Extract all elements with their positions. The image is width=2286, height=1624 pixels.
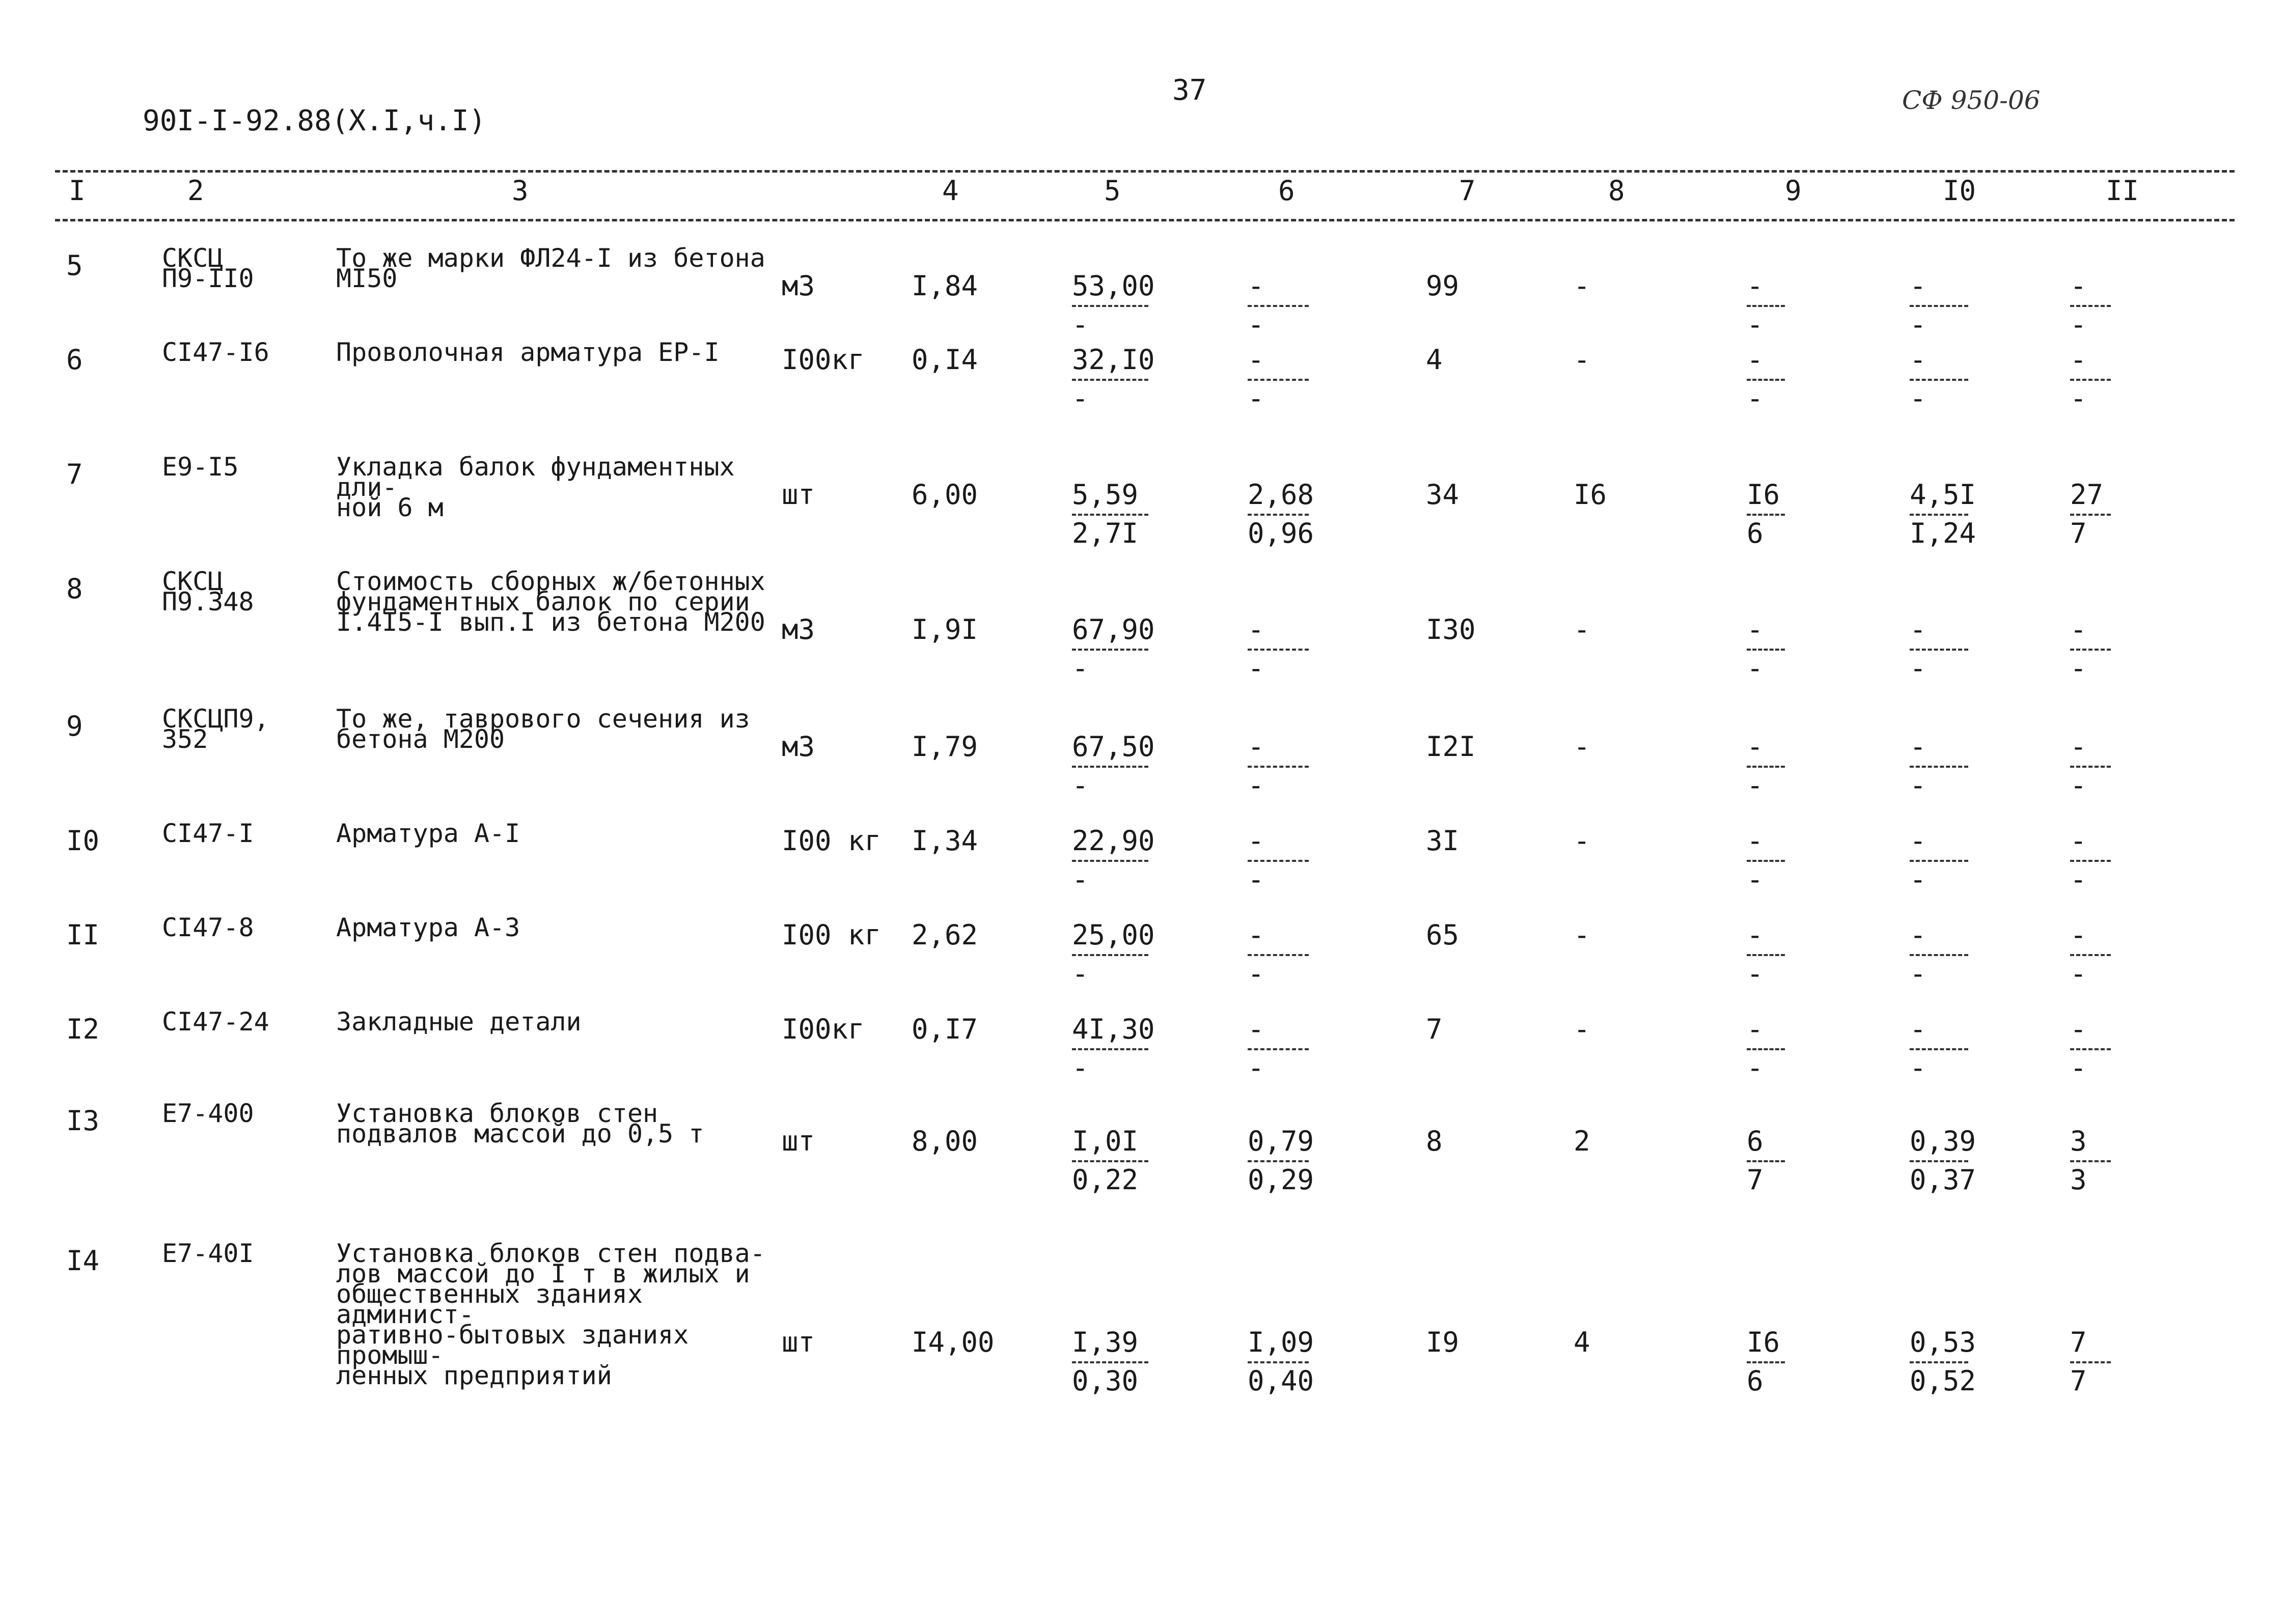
fraction-bar [1747,1361,1785,1363]
denominator: - [1910,309,1926,341]
numerator: - [1747,731,1764,763]
numerator: - [1747,825,1764,857]
denominator: 7 [1747,1164,1764,1196]
fraction-c11 [2070,1013,2111,1084]
denominator: - [1248,958,1264,990]
fraction-bar [1248,954,1309,956]
fraction-c6 [1248,1013,1309,1084]
fraction-c6 [1248,733,1309,799]
unit-of-measure: I00 кг [782,825,882,857]
fraction-c10 [1910,613,1968,684]
rate-code: СI47-24 [162,1007,269,1037]
fraction-c9 [1747,346,1785,412]
fraction-c6 [1248,827,1309,893]
fraction-bar [1910,860,1968,862]
denominator: - [1248,863,1264,895]
work-description: То же марки ФЛ24-I из бетона МI50 [336,243,765,293]
denominator: 0,96 [1248,517,1314,549]
fraction-bar [2070,1048,2111,1050]
denominator: - [1747,863,1764,895]
denominator: - [1248,652,1264,684]
column-8-value: - [1574,270,1590,302]
fraction-c9 [1747,481,1785,547]
fraction-c10 [1910,1326,1976,1397]
unit-of-measure: I00кг [782,344,865,376]
column-header-5: 5 [1104,175,1121,207]
fraction-bar [1072,1361,1148,1363]
unit-of-measure: м3 [782,613,815,646]
work-description: Укладка балок фундаментных дли- ной 6 м [336,452,735,522]
rate-code: Е7-40I [162,1239,254,1268]
fraction-c5 [1072,827,1155,893]
column-8-value: 2 [1574,1125,1590,1157]
denominator: - [1747,309,1764,341]
denominator: - [1072,863,1089,895]
numerator: - [1910,731,1926,763]
numerator: - [1248,613,1264,646]
numerator: - [1910,613,1926,646]
unit-of-measure: шт [782,1326,815,1358]
fraction-c9 [1747,1013,1785,1084]
fraction-c6 [1248,346,1309,412]
denominator: 0,37 [1910,1164,1976,1196]
denominator: - [1747,382,1764,414]
column-7-value: 7 [1426,1013,1443,1045]
numerator: - [1747,270,1764,302]
fraction-c5 [1072,613,1155,684]
fraction-c6 [1248,481,1314,547]
work-description: Установка блоков стен подва- лов массой до I т в жилых и общественных зданиях админист- ративно-бытовых зданиях промыш- ленных предприятий [336,1239,765,1390]
denominator: 6 [1747,517,1764,549]
fraction-c11 [2070,1125,2111,1196]
numerator: - [1747,1013,1764,1045]
numerator: I6 [1747,1326,1780,1358]
fraction-c10 [1910,1013,1968,1084]
page-number: 37 [1172,74,1207,107]
column-8-value: - [1574,613,1590,646]
fraction-c10 [1910,1125,1976,1196]
numerator: 2,68 [1248,479,1314,511]
column-8-value: - [1574,1013,1590,1045]
column-7-value: I2I [1426,731,1476,763]
numerator: 7 [2070,1326,2087,1358]
numerator: - [1248,270,1264,302]
fraction-bar [1248,860,1309,862]
fraction-bar [1072,379,1148,381]
fraction-c9 [1747,1326,1785,1397]
numerator: - [1910,344,1926,376]
numerator: 4I,30 [1072,1013,1155,1045]
rate-code: Е7-400 [162,1099,254,1128]
fraction-c10 [1910,827,1968,893]
fraction-bar [1747,379,1785,381]
fraction-c9 [1747,733,1785,799]
denominator: 0,22 [1072,1164,1139,1196]
numerator: - [1248,1013,1264,1045]
numerator: 22,90 [1072,825,1155,857]
denominator: 6 [1747,1365,1764,1397]
numerator: - [1910,270,1926,302]
rate-code: СI47-I6 [162,338,269,367]
numerator: 32,I0 [1072,344,1155,376]
numerator: 27 [2070,479,2104,511]
numerator: 0,53 [1910,1326,1976,1358]
denominator: - [1072,382,1089,414]
row-number: II [66,919,100,951]
fraction-c5 [1072,481,1148,547]
fraction-c5 [1072,1326,1148,1397]
fraction-bar [1248,1048,1309,1050]
denominator: 0,40 [1248,1365,1314,1397]
fraction-c11 [2070,613,2111,684]
fraction-c5 [1072,346,1155,412]
fraction-c5 [1072,1013,1155,1084]
unit-of-measure: шт [782,1125,815,1157]
numerator: I,39 [1072,1326,1139,1358]
fraction-bar [1072,649,1148,651]
numerator: - [2070,270,2087,302]
fraction-c5 [1072,921,1155,988]
denominator: - [1910,1052,1926,1084]
fraction-c6 [1248,272,1309,339]
column-header-1: I [69,175,86,207]
row-number: I4 [66,1245,100,1277]
column-header-2: 2 [187,175,204,207]
denominator: 3 [2070,1164,2087,1196]
fraction-bar [2070,649,2111,651]
numerator: I,0I [1072,1125,1139,1157]
column-header-10: I0 [1943,175,1976,207]
numerator: 6 [1747,1125,1764,1157]
fraction-c5 [1072,733,1155,799]
numerator: 3 [2070,1125,2087,1157]
denominator: - [1747,958,1764,990]
fraction-bar [1910,649,1968,651]
fraction-bar [1248,1361,1309,1363]
fraction-bar [2070,766,2111,768]
numerator: - [2070,613,2087,646]
fraction-bar [1072,1048,1148,1050]
rate-code: СI47-8 [162,913,254,942]
unit-of-measure: I00кг [782,1013,865,1045]
fraction-c9 [1747,1125,1785,1196]
fraction-bar [1747,514,1785,516]
denominator: - [1248,769,1264,801]
column-7-value: 99 [1426,270,1459,302]
column-7-value: 3I [1426,825,1459,857]
row-number: I2 [66,1013,100,1045]
column-8-value: I6 [1574,479,1607,511]
rate-code: СКСЦ П9-II0 [162,243,254,293]
row-number: 8 [66,573,83,605]
work-description: Закладные детали [336,1007,582,1037]
numerator: - [2070,919,2087,951]
numerator: I,09 [1248,1326,1314,1358]
numerator: 5,59 [1072,479,1139,511]
fraction-bar [1248,1160,1309,1162]
column-8-value: - [1574,731,1590,763]
fraction-c6 [1248,613,1309,684]
row-number: I3 [66,1105,100,1137]
quantity: 8,00 [912,1125,978,1157]
column-7-value: 65 [1426,919,1459,951]
numerator: 67,50 [1072,731,1155,763]
archive-stamp: СФ 950-06 [1902,86,2041,115]
fraction-c11 [2070,346,2111,412]
fraction-bar [2070,379,2111,381]
fraction-bar [1910,379,1968,381]
fraction-bar [1910,305,1968,307]
fraction-bar [1747,766,1785,768]
column-7-value: 8 [1426,1125,1443,1157]
numerator: - [1910,825,1926,857]
fraction-bar [1910,514,1968,516]
fraction-bar [2070,305,2111,307]
denominator: 0,52 [1910,1365,1976,1397]
fraction-c6 [1248,1125,1314,1196]
numerator: - [1248,731,1264,763]
fraction-bar [1072,860,1148,862]
numerator: - [2070,825,2087,857]
row-number: 5 [66,249,83,282]
fraction-bar [2070,1160,2111,1162]
quantity: 0,I4 [912,344,978,376]
denominator: - [1910,382,1926,414]
fraction-bar [1248,766,1309,768]
numerator: - [1248,344,1264,376]
denominator: - [1072,1052,1089,1084]
numerator: - [1248,825,1264,857]
numerator: - [1747,344,1764,376]
column-header-9: 9 [1785,175,1802,207]
fraction-c11 [2070,1326,2111,1397]
column-8-value: - [1574,825,1590,857]
fraction-bar [1072,954,1148,956]
denominator: - [1747,1052,1764,1084]
numerator: 0,39 [1910,1125,1976,1157]
fraction-c11 [2070,481,2111,547]
numerator: - [2070,1013,2087,1045]
fraction-c10 [1910,481,1976,547]
fraction-bar [1072,514,1148,516]
row-number: 9 [66,710,83,742]
numerator: I6 [1747,479,1780,511]
quantity: I,79 [912,731,978,763]
numerator: - [2070,731,2087,763]
denominator: 0,30 [1072,1365,1139,1397]
document-code: 90I-I-92.88(X.I,ч.I) [143,104,486,137]
numerator: - [1910,919,1926,951]
rate-code: Е9-I5 [162,452,239,482]
denominator: - [1072,652,1089,684]
quantity: I,84 [912,270,978,302]
numerator: - [1910,1013,1926,1045]
denominator: - [2070,382,2087,414]
row-number: I0 [66,825,100,857]
column-7-value: 4 [1426,344,1443,376]
numerator: 25,00 [1072,919,1155,951]
numerator: 53,00 [1072,270,1155,302]
quantity: I,9I [912,613,978,646]
denominator: 2,7I [1072,517,1139,549]
unit-of-measure: м3 [782,731,815,763]
denominator: - [1910,863,1926,895]
numerator: 0,79 [1248,1125,1314,1157]
row-number: 6 [66,344,83,376]
denominator: - [2070,769,2087,801]
denominator: - [1248,1052,1264,1084]
fraction-c10 [1910,346,1968,412]
rate-code: СI47-I [162,819,254,848]
fraction-c9 [1747,272,1785,339]
fraction-c11 [2070,272,2111,339]
fraction-bar [1072,766,1148,768]
fraction-bar [1910,766,1968,768]
quantity: 6,00 [912,479,978,511]
denominator: - [1072,769,1089,801]
fraction-c9 [1747,827,1785,893]
denominator: 7 [2070,1365,2087,1397]
row-number: 7 [66,458,83,490]
denominator: - [2070,1052,2087,1084]
denominator: - [1747,769,1764,801]
fraction-bar [1747,1160,1785,1162]
denominator: - [2070,652,2087,684]
fraction-bar [1248,379,1309,381]
quantity: 2,62 [912,919,978,951]
fraction-c5 [1072,1125,1148,1196]
work-description: Установка блоков стен подвалов массой до 0,5 т [336,1099,704,1149]
denominator: - [1248,309,1264,341]
fraction-c9 [1747,921,1785,988]
denominator: - [1910,769,1926,801]
work-description: Арматура А-3 [336,913,520,942]
fraction-bar [1747,1048,1785,1050]
fraction-bar [1910,1361,1968,1363]
fraction-bar [1072,305,1148,307]
quantity: I4,00 [912,1326,995,1358]
fraction-bar [1910,1048,1968,1050]
fraction-c11 [2070,921,2111,988]
numerator: - [1747,613,1764,646]
header-top-rule [55,170,2235,173]
denominator: - [1248,382,1264,414]
denominator: - [1072,958,1089,990]
fraction-bar [1910,954,1968,956]
column-header-7: 7 [1459,175,1476,207]
fraction-c6 [1248,1326,1314,1397]
quantity: 0,I7 [912,1013,978,1045]
numerator: - [1248,919,1264,951]
work-description: То же, таврового сечения из бетона М200 [336,704,750,754]
fraction-c10 [1910,921,1968,988]
quantity: I,34 [912,825,978,857]
column-7-value: I9 [1426,1326,1459,1358]
column-header-11: II [2106,175,2139,207]
unit-of-measure: м3 [782,270,815,302]
column-7-value: 34 [1426,479,1459,511]
work-description: Стоимость сборных ж/бетонных фундаментных балок по серии I.4I5-I вып.I из бетона М200 [336,567,765,637]
column-header-4: 4 [942,175,959,207]
fraction-bar [1248,649,1309,651]
numerator: - [1747,919,1764,951]
column-header-6: 6 [1278,175,1295,207]
column-7-value: I30 [1426,613,1476,646]
column-8-value: 4 [1574,1326,1590,1358]
fraction-bar [2070,1361,2111,1363]
fraction-bar [2070,860,2111,862]
fraction-bar [2070,954,2111,956]
numerator: 4,5I [1910,479,1976,511]
fraction-c11 [2070,733,2111,799]
rate-code: СКСЦ П9.348 [162,567,254,617]
work-description: Арматура А-I [336,819,520,848]
column-8-value: - [1574,344,1590,376]
fraction-bar [1747,305,1785,307]
fraction-c5 [1072,272,1155,339]
denominator: - [2070,958,2087,990]
denominator: - [2070,863,2087,895]
fraction-c6 [1248,921,1309,988]
column-header-8: 8 [1608,175,1625,207]
denominator: - [1910,652,1926,684]
header-bottom-rule [55,219,2235,221]
denominator: - [1910,958,1926,990]
denominator: 7 [2070,517,2087,549]
fraction-bar [1910,1160,1968,1162]
numerator: - [2070,344,2087,376]
fraction-bar [1747,649,1785,651]
unit-of-measure: шт [782,479,815,511]
fraction-c10 [1910,272,1968,339]
fraction-bar [1747,954,1785,956]
fraction-bar [2070,514,2111,516]
denominator: - [1072,309,1089,341]
rate-code: СКСЦП9, 352 [162,704,269,754]
column-header-3: 3 [512,175,529,207]
work-description: Проволочная арматура ЕР-I [336,338,720,367]
denominator: - [2070,309,2087,341]
denominator: 0,29 [1248,1164,1314,1196]
fraction-bar [1248,305,1309,307]
denominator: - [1747,652,1764,684]
unit-of-measure: I00 кг [782,919,882,951]
numerator: 67,90 [1072,613,1155,646]
fraction-bar [1072,1160,1148,1162]
fraction-c9 [1747,613,1785,684]
fraction-bar [1747,860,1785,862]
fraction-bar [1248,514,1309,516]
denominator: I,24 [1910,517,1976,549]
fraction-c11 [2070,827,2111,893]
column-8-value: - [1574,919,1590,951]
fraction-c10 [1910,733,1968,799]
